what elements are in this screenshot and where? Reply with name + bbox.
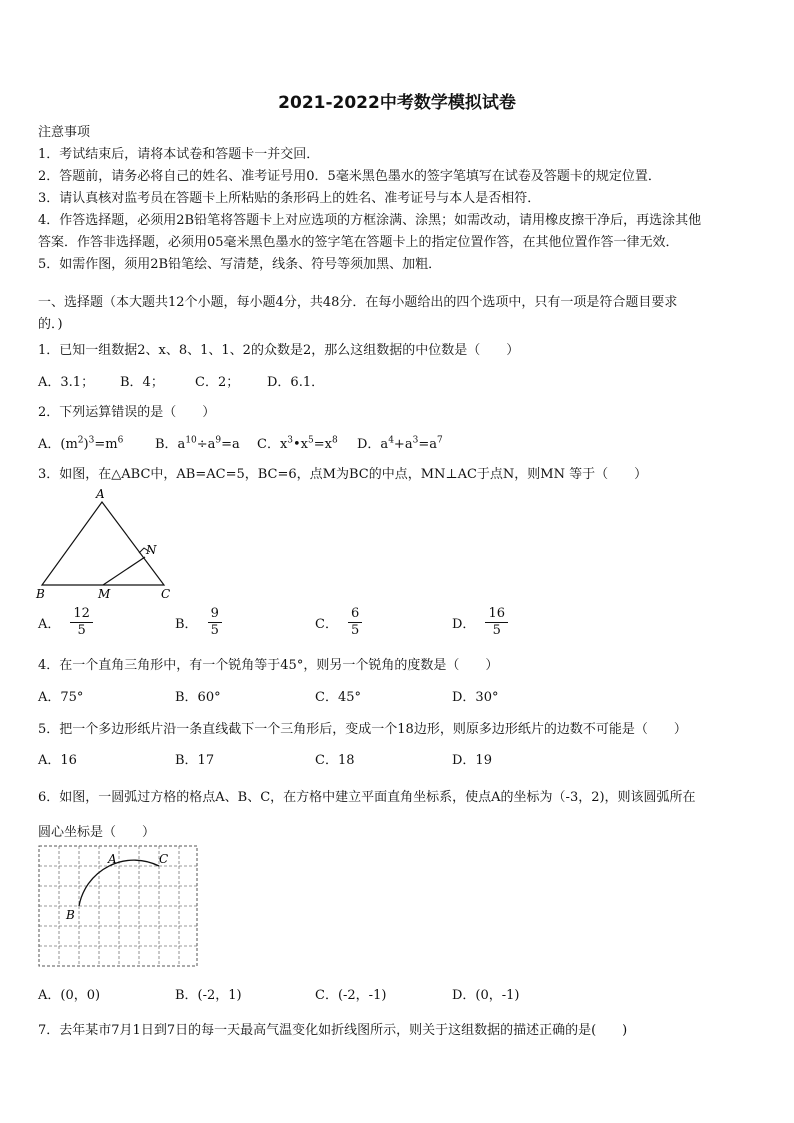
notice-line: 答案．作答非选择题，必须用05毫米黑色墨水的签字笔在答题卡上的指定位置作答，在其他位置作答一律无效． [38,235,679,250]
vertex-b-label: B [36,587,45,601]
q5-option-a: A．16 [38,753,77,768]
question-3-stem: 3．如图，在△ABC中，AB=AC=5，BC=6，点M为BC的中点，MN⊥AC于点N，则MN 等于（ ） [38,467,648,482]
q2-option-a: A．$(m^2)^3=m^6$ [38,435,124,452]
q1-option-a: A．3.1； [38,375,95,390]
q5-option-d: D．19 [452,753,492,768]
q3-option-c: C． $\frac{6}{5}$ [315,606,362,639]
q5-option-c: C．18 [315,753,355,768]
notice-line: 3．请认真核对监考员在答题卡上所粘贴的条形码上的姓名、准考证号与本人是否相符． [38,191,541,206]
question-1-stem: 1．已知一组数据2、x、8、1、1、2的众数是2，那么这组数据的中位数是（ ） [38,343,520,358]
point-n-label: N [146,543,157,557]
vertex-a-label: A [96,487,105,501]
q2-option-c: C．$x^3•x^5=x^8$ [257,435,338,452]
q1-option-d: D．6.1． [267,375,325,390]
q3-option-d: D． $\frac{16}{5}$ [452,606,508,639]
q6-option-b: B．(-2，1) [175,988,242,1003]
q4-option-b: B．60° [175,690,221,705]
question-4-stem: 4．在一个直角三角形中，有一个锐角等于45°，则另一个锐角的度数是（ ） [38,658,499,673]
q3-option-a: A． $\frac{12}{5}$ [38,606,93,639]
q6-option-a: A．(0，0) [38,988,101,1003]
q3-option-b: B． $\frac{9}{5}$ [175,606,222,639]
triangle-figure [30,484,190,602]
q4-option-d: D．30° [452,690,499,705]
notice-heading: 注意事项 [38,125,91,140]
notice-line: 5．如需作图，须用2B铅笔绘、写清楚，线条、符号等须加黑、加粗． [38,257,442,272]
point-b-label: B [66,908,75,922]
question-6-stem: 6．如图，一圆弧过方格的格点A、B、C，在方格中建立平面直角坐标系，使点A的坐标为（-3，2)，则该圆弧所在 [38,790,696,805]
notice-line: 4．作答选择题，必须用2B铅笔将答题卡上对应选项的方框涂满、涂黑；如需改动，请用橡皮擦干净后，再选涂其他 [38,213,702,228]
q1-option-b: B．4； [120,375,164,390]
q2-option-d: D．$a^4+a^3=a^7$ [357,435,443,452]
notice-line: 2．答题前，请务必将自己的姓名、准考证号用0．5毫米黑色墨水的签字笔填写在试卷及答题卡的规定位置． [38,169,661,184]
point-m-label: M [98,587,111,601]
grid-arc-figure [38,845,200,969]
section-heading: 一、选择题（本大题共12个小题，每小题4分，共48分．在每小题给出的四个选项中，只有一项是符合题目要求 [38,295,678,310]
question-6-stem-cont: 圆心坐标是（ ） [38,825,156,840]
question-2-stem: 2．下列运算错误的是（ ） [38,405,216,420]
page-title: 2021-2022中考数学模拟试卷 [278,93,516,113]
point-a-label: A [108,852,117,866]
question-5-stem: 5．把一个多边形纸片沿一条直线截下一个三角形后，变成一个18边形，则原多边形纸片的边数不可能是（ ） [38,722,687,737]
q5-option-b: B．17 [175,753,215,768]
point-c-label: C [159,852,169,866]
q4-option-a: A．75° [38,690,84,705]
vertex-c-label: C [161,587,171,601]
q1-option-c: C．2； [195,375,240,390]
q6-option-d: D．(0，-1) [452,988,520,1003]
question-7-stem: 7．去年某市7月1日到7日的每一天最高气温变化如折线图所示，则关于这组数据的描述正确的是( ) [38,1023,628,1038]
q4-option-c: C．45° [315,690,361,705]
q6-option-c: C．(-2，-1) [315,988,387,1003]
section-heading-cont: 的．) [38,317,63,332]
notice-line: 1．考试结束后，请将本试卷和答题卡一并交回． [38,147,320,162]
q2-option-b: B．$a^{10}\div a^9=a$ [155,435,240,452]
